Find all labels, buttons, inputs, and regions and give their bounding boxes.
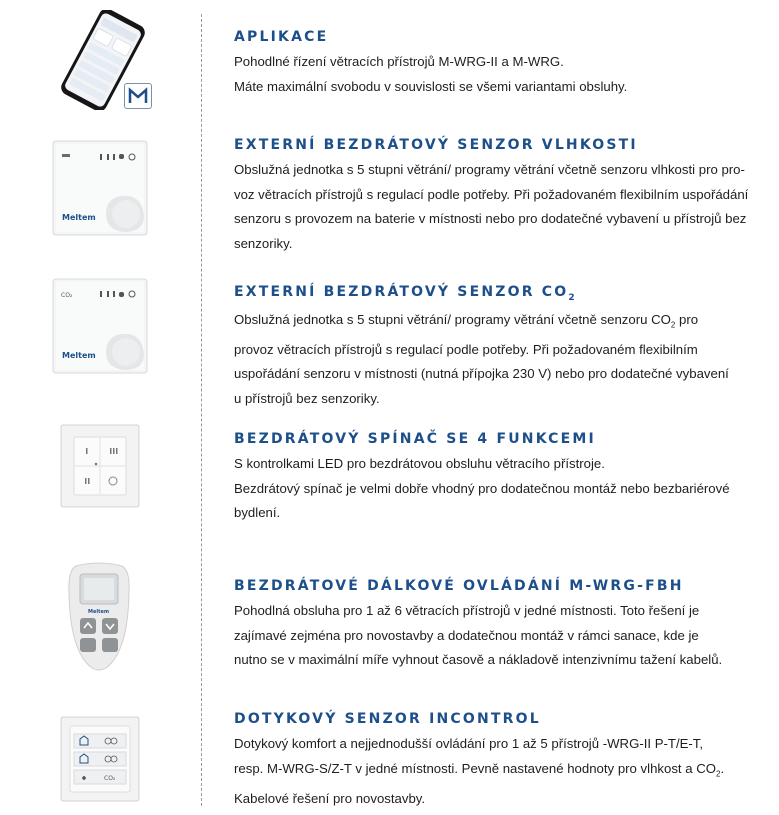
device-co2-label: CO₂ — [104, 775, 116, 782]
touch-sensor-icon — [60, 716, 140, 802]
device-co2-label: CO₂ — [61, 292, 73, 299]
humidity-sensor-icon — [52, 140, 148, 236]
section-text: Obslužná jednotka s 5 stupni větrání/ programy větrání včetně senzoru vlhkosti pro pro- voz větracích přístrojů s regulací podle potřeby. Při požadovaném flexibilním uspořádání senzoru s provozem na baterie v místnosti nebo pro dodatečné vybavení u přístrojů bez senzoriky. — [234, 162, 749, 251]
section-text: Dotykový komfort a nejjednodušší ovládání pro 1 až 5 přístrojů -WRG-II P-T/E-T, resp. M-WRG-S/Z-T v jedné místnosti. Pevně nastavené hodnoty pro vlhkost a $CO_2$. Kabelové řešení pro novostavby. — [234, 736, 725, 806]
co2-sensor-icon — [52, 278, 148, 374]
section-title: APLIKACE — [234, 29, 329, 45]
section-humidity-sensor — [234, 137, 754, 256]
section-title: EXTERNÍ BEZDRÁTOVÝ SENZOR VLHKOSTI — [234, 137, 638, 153]
device-brand-label: Meltem — [62, 351, 96, 360]
section-wireless-switch — [234, 431, 754, 526]
device-brand-label: Meltem — [88, 609, 110, 615]
section-title: EXTERNÍ BEZDRÁTOVÝ SENZOR $CO_2$ — [234, 284, 575, 303]
section-title: DOTYKOVÝ SENZOR INCONTROL — [234, 711, 541, 727]
section-co2-sensor — [234, 284, 754, 411]
section-title: BEZDRÁTOVÝ SPÍNAČ SE 4 FUNKCEMI — [234, 431, 596, 447]
app-logo-icon — [124, 83, 152, 109]
section-title: BEZDRÁTOVÉ DÁLKOVÉ OVLÁDÁNÍ M-WRG-FBH — [234, 578, 684, 594]
section-text: Pohodlná obsluha pro 1 až 6 větracích přístrojů v jedné místnosti. Toto řešení je zajímavé zejména pro novostavby a dodatečnou montáž v rámci sanace, kde je nutno se v maximální míře vyhnout časově a nákladově intenzivnímu tažení kabelů. — [234, 603, 723, 667]
section-touch-sensor — [234, 711, 754, 811]
section-remote-control — [234, 578, 754, 673]
wireless-switch-icon — [60, 424, 140, 508]
section-text: Obslužná jednotka s 5 stupni větrání/ programy větrání včetně senzoru $CO_2$ pro provoz větracích přístrojů s regulací podle potřeby. Při požadovaném flexibilním uspořádání senzoru v místnosti (nutná přípojka 230 V) nebo pro dodatečné vybavení u přístrojů bez senzoriky. — [234, 311, 729, 406]
section-text: S kontrolkami LED pro bezdrátovou obsluhu větracího přístroje. Bezdrátový spínač je velmi dobře vhodný pro dodatečnou montáž nebo bezbariérové bydlení. — [234, 456, 730, 520]
remote-control-icon — [66, 562, 132, 672]
vertical-divider — [201, 14, 202, 806]
section-aplikace — [234, 29, 754, 99]
section-text: Pohodlné řízení větracích přístrojů M-WRG-II a M-WRG. Máte maximální svobodu v souvislosti se všemi variantami obsluhy. — [234, 54, 628, 94]
device-brand-label: Meltem — [62, 213, 96, 222]
